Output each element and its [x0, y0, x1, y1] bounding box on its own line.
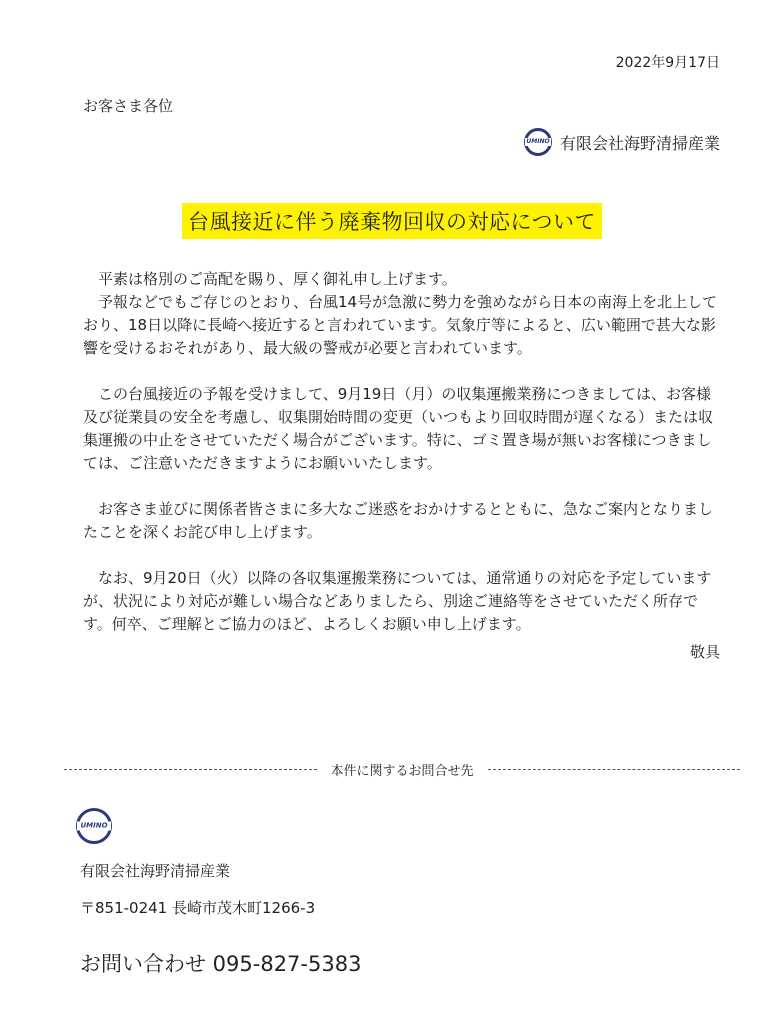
sender-company-name: 有限会社海野清掃産業: [559, 133, 720, 153]
closing-remark: 敬具: [689, 643, 720, 661]
logo-lettering: UMINO: [77, 822, 111, 831]
body-paragraph-greeting: 平素は格別のご高配を賜り、厚く御礼申し上げます。: [98, 270, 457, 288]
contact-section-label: 本件に関するお問合せ先: [330, 764, 474, 779]
contact-company-name: 有限会社海野清掃産業: [80, 862, 231, 880]
addressee: お客さま各位: [83, 97, 174, 115]
divider-dash-left: [64, 769, 317, 770]
contact-phone: お問い合わせ 095-827-5383: [80, 952, 362, 976]
contact-logo-container: [76, 808, 112, 844]
title-container: [0, 203, 784, 239]
sender-block: [524, 128, 720, 156]
company-logo-icon: [76, 808, 112, 844]
logo-lettering: UMINO: [526, 138, 550, 145]
letter-body: [83, 268, 723, 659]
divider-dash-right: [488, 769, 741, 770]
body-paragraph-future-service: なお、9月20日（火）以降の各収集運搬業務については、通常通りの対応を予定していますが、状況により対応が難しい場合などありましたら、別途ご連絡等をさせていただく所存です。何卒、ご理解とご協力のほど、よろしくお願い申し上げます。: [83, 569, 712, 633]
body-paragraph-schedule-change: この台風接近の予報を受けまして、9月19日（月）の収集運搬業務につきましては、お客様及び従業員の安全を考慮し、収集開始時間の変更（いつもより回収時間が遅くなる）または収集運搬の中止をさせていただく場合がございます。特に、ゴミ置き場が無いお客様につきましては、ご注意いただきますようにお願いいたします。: [83, 385, 714, 472]
body-paragraph-apology: お客さま並びに関係者皆さまに多大なご迷惑をおかけするとともに、急なご案内となりましたことを深くお詫び申し上げます。: [83, 500, 714, 541]
contact-divider: [64, 760, 740, 779]
contact-address: 〒851-0241 長崎市茂木町1266-3: [80, 899, 316, 917]
body-paragraph-forecast: 予報などでもご存じのとおり、台風14号が急激に勢力を強めながら日本の南海上を北上しており、18日以降に長崎へ接近すると言われています。気象庁等によると、広い範囲で甚大な影響を受けるおそれがあり、最大級の警戒が必要と言われています。: [83, 293, 718, 357]
document-title: 台風接近に伴う廃棄物回収の対応について: [182, 203, 602, 239]
document-date: 2022年9月17日: [615, 55, 720, 71]
company-logo-icon: [524, 128, 552, 156]
